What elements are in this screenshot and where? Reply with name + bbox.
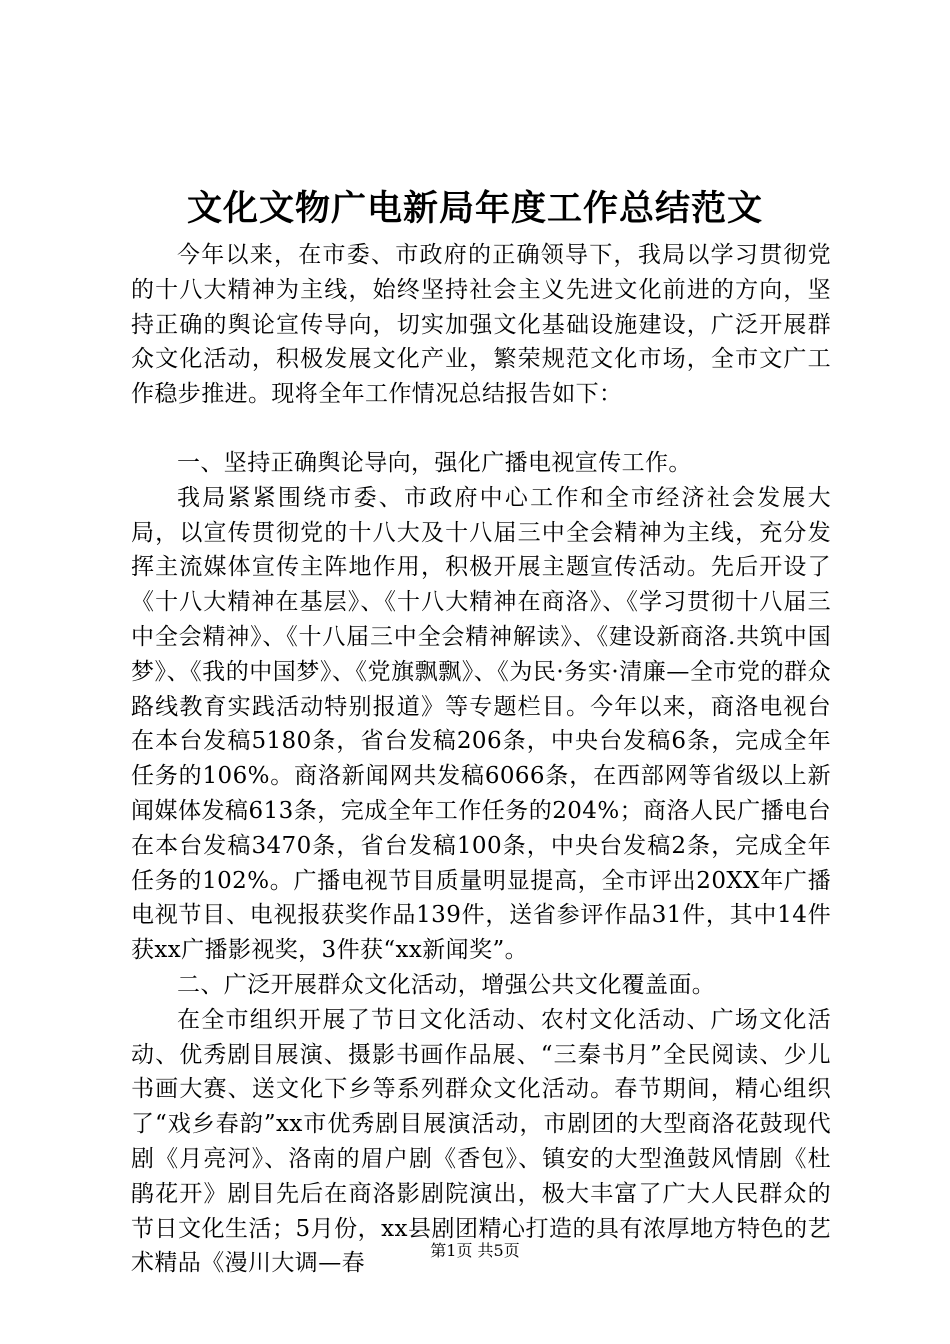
page-title: 文化文物广电新局年度工作总结范文 xyxy=(186,188,763,229)
section-heading-1: 一、坚持正确舆论导向，强化广播电视宣传工作。 xyxy=(177,449,692,476)
section-heading-2: 二、广泛开展群众文化活动，增强公共文化覆盖面。 xyxy=(177,971,716,998)
section-paragraph-1: 我局紧紧围绕市委、市政府中心工作和全市经济社会发展大局，以宣传贯彻党的十八大及十八届三中全会精神为主线，充分发挥主流媒体宣传主阵地作用，积极开展主题宣传活动。先后开设了《十八大精神在基层》、《十八大精神在商洛》、《学习贯彻十八届三中全会精神》、《十八届三中全会精神解读》、《建设新商洛.共筑中国梦》、《我的中国梦》、《党旗飘飘》、《为民·务实·清廉—全市党的群众路线教育实践活动特别报道》等专题栏目。今年以来，商洛电视台在本台发稿5180条，省台发稿206条，中央台发稿6条，完成全年任务的106%。商洛新闻网共发稿6066条，在西部网等省级以上新闻媒体发稿613条，完成全年工作任务的204%；商洛人民广播电台在本台发稿3470条，省台发稿100条，中央台发稿2条，完成全年任务的102%。广播电视节目质量明显提高，全市评出20XX年广播电视节目、电视报获奖作品139件，送省参评作品31件，其中14件获xx广播影视奖，3件获“xx新闻奖”。 xyxy=(131,484,831,964)
intro-paragraph: 今年以来，在市委、市政府的正确领导下，我局以学习贯彻党的十八大精神为主线，始终坚持社会主义先进文化前进的方向，坚持正确的舆论宣传导向，切实加强文化基础设施建设，广泛开展群众文化活动，积极发展文化产业，繁荣规范文化市场，全市文广工作稳步推进。现将全年工作情况总结报告如下： xyxy=(131,242,831,408)
section-paragraph-2: 在全市组织开展了节日文化活动、农村文化活动、广场文化活动、优秀剧目展演、摄影书画作品展、“三秦书月”全民阅读、少儿书画大赛、送文化下乡等系列群众文化活动。春节期间，精心组织了“戏乡春韵”xx市优秀剧目展演活动，市剧团的大型商洛花鼓现代剧《月亮河》、洛南的眉户剧《香包》、镇安的大型渔鼓风情剧《杜鹃花开》剧目先后在商洛影剧院演出，极大丰富了广大人民群众的节日文化生活；5月份，xx县剧团精心打造的具有浓厚地方特色的艺术精品《漫川大调—春 xyxy=(131,1006,831,1277)
document-body xyxy=(131,238,831,1281)
page-footer: 第1页 共5页 xyxy=(430,1241,520,1260)
